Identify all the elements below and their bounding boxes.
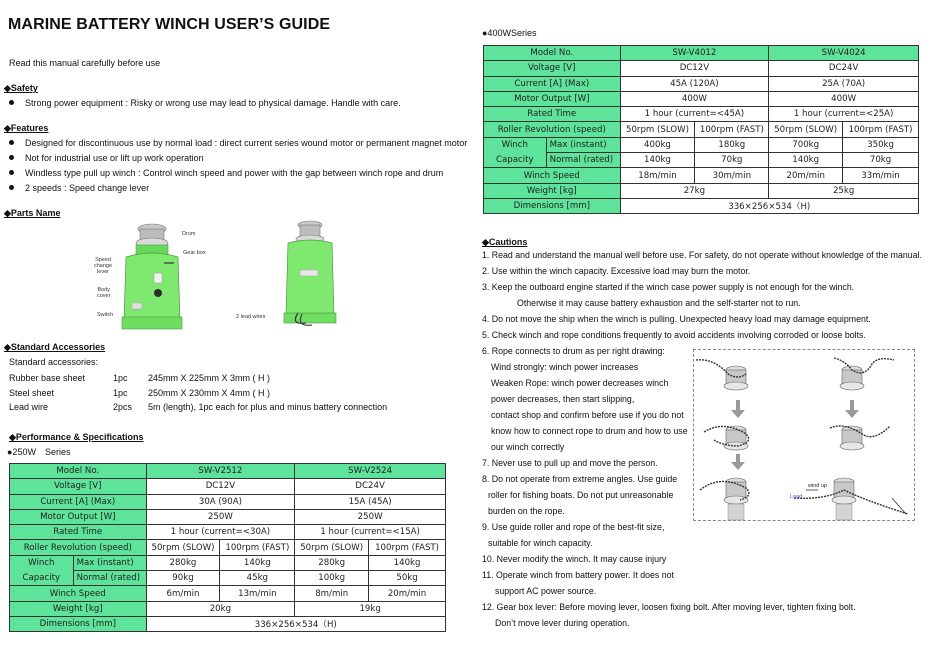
cell-value: 25kg [769,183,919,198]
cell-value: 90kg [146,571,220,586]
cell-value: 6m/min [146,586,220,601]
load-label: Load [790,494,803,500]
label-lead-wires: 2 lead wires [236,314,266,320]
cell-value: 100rpm (FAST) [369,540,446,555]
cell-label: Normal (rated) [73,571,146,586]
rope-connection-diagram [693,349,915,521]
feature-item-text: Designed for discontinuous use by normal load : direct current series wound motor or permanent magnet motor [25,138,468,148]
cell-value: 336×256×534（H) [146,616,445,631]
series-400-label: ●400WSeries [482,28,537,38]
cell-value: 140kg [620,153,695,168]
caution-line: Don’t move lever during operation. [495,618,630,628]
drum-icon [724,366,748,390]
cell-label: Dimensions [mm] [484,198,621,213]
drum-icon [840,426,864,450]
cell-value: 33m/min [843,168,919,183]
accessories-heading: ◆Standard Accessories [4,342,106,352]
caution-line: power decreases, then start slipping, [491,394,635,404]
label-gearbox: Gear box [183,250,206,256]
label-speed-lever: Speed change lever [94,257,113,275]
cell-label: Voltage [V] [10,479,147,494]
accessory-spec: 5m (length), 1pc each for plus and minus battery connection [148,402,388,412]
drum-icon [724,478,748,520]
cell-label: Current [A] (Max) [484,76,621,91]
cell-value: 1 hour (current=<25A) [769,107,919,122]
cell-value: 700kg [769,137,843,152]
cell-value: 1 hour (current=<30A) [146,525,295,540]
drum-icon [832,478,856,520]
cell-label: Capacity [484,153,547,168]
safety-item [9,98,401,109]
caution-line: 2. Use within the winch capacity. Excessive load may burn the motor. [482,266,751,276]
cell-label: Max (instant) [73,555,146,570]
cell-value: 25A (70A) [769,76,919,91]
cell-label: Weight [kg] [484,183,621,198]
cell-value: 250W [146,509,295,524]
caution-line: our winch correctly [491,442,565,452]
performance-heading: ◆Performance & Specifications [9,432,144,442]
bullet-icon [9,155,14,160]
cell-label: Voltage [V] [484,61,621,76]
arrow-down-icon [731,454,745,470]
safety-heading: ◆Safety [4,83,38,93]
cell-value: 13m/min [220,586,295,601]
intro-text: Read this manual carefully before use [9,58,161,68]
arrow-down-icon [731,400,745,418]
cell-value: 400W [620,91,769,106]
accessory-qty: 1pc [113,388,128,398]
bullet-icon [9,185,14,190]
cell-label: Current [A] (Max) [10,494,147,509]
accessory-name: Steel sheet [9,388,55,398]
cell-value: 15A (45A) [295,494,446,509]
cell-value: 140kg [769,153,843,168]
cell-label: Max (instant) [546,137,620,152]
caution-line: roller for fishing boats. Do not put unreasonable [488,490,674,500]
cell-label: Normal (rated) [546,153,620,168]
label-switch: Switch [97,312,114,318]
cell-value: 100rpm (FAST) [695,122,769,137]
cautions-heading: ◆Cautions [482,237,528,247]
spec-table-400w [483,45,919,214]
accessory-name: Lead wire [9,402,49,412]
label-body-cover: Body cover [97,287,111,299]
caution-line: support AC power source. [495,586,597,596]
caution-line: 7. Never use to pull up and move the person. [482,458,658,468]
parts-heading: ◆Parts Name [4,208,61,218]
caution-line: suitable for winch capacity. [488,538,593,548]
cell-label: Winch Speed [10,586,147,601]
feature-item-text: Not for industrial use or lift up work operation [25,153,204,163]
cell-label: Roller Revolution (speed) [10,540,147,555]
cell-label: Roller Revolution (speed) [484,122,621,137]
caution-line: 11. Operate winch from battery power. It does not [482,570,675,580]
cell-value: 100rpm (FAST) [220,540,295,555]
cell-value: 30A (90A) [146,494,295,509]
cell-value: 140kg [369,555,446,570]
caution-line: Weaken Rope: winch power decreases winch [491,378,669,388]
caution-line: 4. Do not move the ship when the winch is pulling. Unexpected heavy load may damage equipment. [482,314,871,324]
cell-value: 70kg [843,153,919,168]
accessory-qty: 2pcs [113,402,133,412]
cell-value: 70kg [695,153,769,168]
cell-value: 250W [295,509,446,524]
bullet-icon [9,140,14,145]
accessory-name: Rubber base sheet [9,373,86,383]
caution-line: contact shop and confirm before use if you do not [491,410,684,420]
cell-label: Motor Output [W] [484,91,621,106]
page-title: MARINE BATTERY WINCH USER’S GUIDE [8,16,331,33]
cell-model: SW-V4012 [620,46,769,61]
caution-line: 6. Rope connects to drum as per right drawing: [482,346,665,356]
feature-item [9,138,467,149]
feature-item [9,153,204,164]
cell-value: DC12V [620,61,769,76]
cell-value: 20m/min [769,168,843,183]
cell-value: 20kg [146,601,295,616]
winch-side-image [270,215,350,330]
cell-label: Model No. [10,464,147,479]
accessory-qty: 1pc [113,373,128,383]
accessories-intro: Standard accessories: [9,357,99,367]
cell-value: 1 hour (current=<15A) [295,525,446,540]
cell-value: 45kg [220,571,295,586]
cell-model: SW-V4024 [769,46,919,61]
features-heading: ◆Features [4,123,49,133]
cell-label: Winch Speed [484,168,621,183]
cell-value: 400W [769,91,919,106]
cell-model: SW-V2512 [146,464,295,479]
wind-up-label: wind up [808,483,827,489]
bullet-icon [9,170,14,175]
cell-value: 350kg [843,137,919,152]
caution-line: 12. Gear box lever: Before moving lever, loosen fixing bolt. After moving lever, tighten fixing bolt. [482,602,856,612]
label-drum: Drum [182,231,196,237]
cell-value: 45A (120A) [620,76,769,91]
cell-value: 140kg [220,555,295,570]
cell-value: DC12V [146,479,295,494]
feature-item-text: Windless type pull up winch : Control winch speed and power with the gap between winch rope and drum [25,168,444,178]
caution-line: 5. Check winch and rope conditions frequently to avoid accidents involving corroded or loose bolts. [482,330,866,340]
cell-value: 30m/min [695,168,769,183]
cell-label: Motor Output [W] [10,509,147,524]
cell-value: 50rpm (SLOW) [295,540,369,555]
accessory-spec: 250mm X 230mm X 4mm ( H ) [148,388,271,398]
rope-diagram-drawing [694,350,916,522]
accessory-spec: 245mm X 225mm X 3mm ( H ) [148,373,271,383]
cell-value: 50rpm (SLOW) [769,122,843,137]
cell-value: DC24V [295,479,446,494]
cell-label: Rated Time [10,525,147,540]
caution-line: 10. Never modify the winch. It may cause injury [482,554,667,564]
cell-label: Model No. [484,46,621,61]
series-250-label: ●250W Series [7,447,71,457]
arrow-down-icon [845,400,859,418]
arrow-icon [892,498,906,514]
cell-value: 400kg [620,137,695,152]
cell-value: 180kg [695,137,769,152]
spec-table-250w [9,463,446,632]
caution-line: burden on the rope. [488,506,565,516]
cell-label: Capacity [10,571,74,586]
cell-label: Dimensions [mm] [10,616,147,631]
cell-value: 50kg [369,571,446,586]
cell-value: 336×256×534（H) [620,198,918,213]
cell-value: 50rpm (SLOW) [620,122,695,137]
cell-value: DC24V [769,61,919,76]
cell-label: Rated Time [484,107,621,122]
safety-item-text: Strong power equipment : Risky or wrong use may lead to physical damage. Handle with care. [25,98,401,108]
cell-value: 8m/min [295,586,369,601]
cell-value: 1 hour (current=<45A) [620,107,769,122]
caution-line: Otherwise it may cause battery exhaustion and the self-starter not to run. [517,298,801,308]
caution-line: 8. Do not operate from extreme angles. Use guide [482,474,678,484]
cell-value: 100rpm (FAST) [843,122,919,137]
caution-line: know how to connect rope to drum and how to use [491,426,688,436]
bullet-icon [9,100,14,105]
feature-item-text: 2 speeds : Speed change lever [25,183,150,193]
feature-item [9,168,443,179]
cell-value: 280kg [146,555,220,570]
caution-line: Wind strongly: winch power increases [491,362,639,372]
cell-value: 19kg [295,601,446,616]
cell-value: 20m/min [369,586,446,601]
caution-line: 9. Use guide roller and rope of the best-fit size, [482,522,665,532]
cell-value: 100kg [295,571,369,586]
cell-label: Winch [484,137,547,152]
feature-item [9,183,149,194]
cell-value: 280kg [295,555,369,570]
cell-model: SW-V2524 [295,464,446,479]
cell-value: 27kg [620,183,769,198]
caution-line: 1. Read and understand the manual well before use. For safety, do not operate without knowledge of the manual. [482,250,922,260]
caution-line: 3. Keep the outboard engine started if the winch case power supply is not enough for the winch. [482,282,855,292]
cell-value: 18m/min [620,168,695,183]
cell-label: Weight [kg] [10,601,147,616]
cell-label: Winch [10,555,74,570]
cell-value: 50rpm (SLOW) [146,540,220,555]
winch-front-image [112,215,192,335]
